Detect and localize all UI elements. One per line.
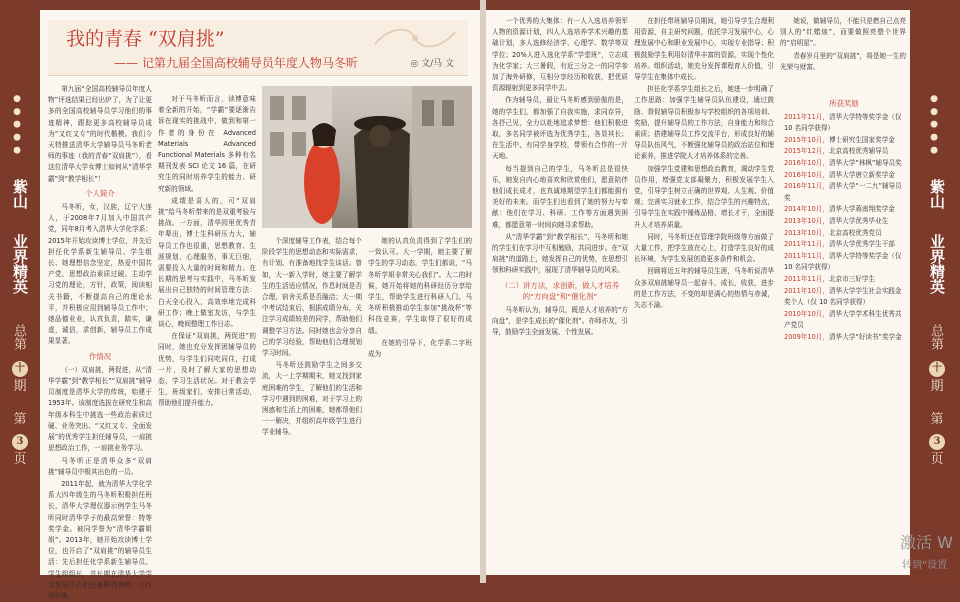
side-section-name: 业界精英 [928, 234, 946, 294]
side-column-name: 紫山 [11, 179, 29, 209]
body-paragraph: 一个优秀的大集体：有一人入选培养领军人物的资源计划，四人入选培养学术兴趣的基础计划，多人选修经济学、心理学、数学等双学位；20%人进入选化学系“学堂班”，立志成为化学家；大三暑假，有近三分之一的同学参加了海外研修，互相分享经历和收获，把优质资源辐射到更多同学中去。 [492, 17, 628, 93]
side-column-name: 紫山 [928, 179, 946, 209]
award-item [784, 146, 904, 158]
column-1 [48, 84, 152, 600]
side-page-number: 3 [12, 434, 28, 450]
side-page-prefix: 第 [930, 412, 944, 427]
award-text: 北京市三好学生 [828, 274, 876, 283]
award-text: 清华大学“好读书”奖学金 [828, 332, 902, 341]
award-year: 2014年10月， [784, 205, 829, 214]
section-heading-work: 作情况 [88, 351, 112, 361]
award-item [784, 135, 904, 147]
side-issue-prefix: 总第 [928, 324, 943, 350]
intro-paragraph: 第九届“全国高校辅导员年度人物”评选结果已经出炉了，为了让更多的全国高校辅导员学习他们的事迹精神，跟踪更多高校辅导员成为“又红又专”的时代楷模。我们今天特推送清华大学辅导员马冬昕老师的事迹（我的青春“双肩挑”），看这位清华大学女博士如何从“清华学霸”到“教学相长”！ [48, 85, 152, 183]
body-paragraph: 她的认真负责得到了学生们的一致认可。大一学期，她主要了解学生的学习动态，学生们都说，“马冬昕学姐非常关心我们”。大二的时候，她开始将她的科研经历分享给学生，帮助学生进行科研入门。马冬昕积极推动学生参加“挑战杯”等科技竞赛，学生取得了很好的成绩。 [368, 237, 472, 335]
award-year: 2009年10月， [784, 332, 829, 341]
os-activation-watermark: 激活 W [900, 533, 953, 552]
side-section-name: 业界精英 [11, 234, 29, 294]
body-paragraph: 马冬昕认为，辅导员，既是人才培养的“方向盘”，是学生成长的“催化剂”。亦师亦友，引导，鼓励学生全面发展、个性发展。 [492, 306, 628, 337]
left-side-label [9, 88, 31, 469]
award-text: 清华大学学生社会实践金奖个人（仅 10 名同学获得） [784, 286, 902, 307]
award-year: 2011年11月， [784, 240, 829, 249]
award-item [784, 274, 904, 286]
column-4 [492, 16, 628, 570]
side-issue-suffix: 期 [930, 379, 944, 394]
side-issue-number: 十 [12, 361, 28, 377]
award-year: 2013年10月， [784, 228, 829, 237]
award-item [784, 239, 904, 251]
body-paragraph: 在担任带班辅导员期间，她引导学生合理利用资源，自主研究问题，依托学习发展中心，心理发展中心和职业发展中心，实现专业指导；积极鼓励学生利用好清华丰富的资源，实现个性化培养。组织活动，她充分发挥课程育人价值，引导学生在集体中成长。 [634, 17, 774, 82]
award-year: 2016年10月， [784, 158, 829, 167]
award-item [784, 204, 904, 216]
side-dots: ● ● ● ● ● [929, 94, 939, 156]
body-paragraph: 每当提到自己的学生，马冬昕总是很快乐，她发自内心地喜欢和欣赏他们，愿意陪伴他们成长成才，也真诚地期望学生们都能拥有美好的未来。而学生们也看到了她的努力与奉献：他们在学习、科研、工作等方面遇到困难，都愿意第一时间向她寻求帮助。 [492, 164, 628, 229]
award-item [784, 170, 904, 182]
award-year: 2013年10月， [784, 216, 829, 225]
body-paragraph: 个深度辅导工作表，结合每个阶段学生的思想动态和实际需求，有计划、有准备地找学生谈话。曾如，大一新入学时，她主要了解学生的生活适应情况，作息时间是否合理，宿舍关系是否融洽；大一期中考试结束后，根据成绩分布，关注学习成绩较差的同学，帮助他们调整学习方法。同时她也会分享自己的学习经验，帮助他们合理规划学习时间。 [262, 237, 362, 358]
award-text: 清华大学优秀学生干部 [828, 240, 895, 249]
body-paragraph: 在保证“双肩挑，两促进”的同时，她也充分发挥团辅导员的优势，与学生们同吃同住，打成一片，及时了解大家的思想动态，学习生活状况。对于教会学生，班级家们，安排日常活动，帮助他们提升能力。 [158, 332, 256, 408]
decorative-swirl-icon [370, 24, 460, 52]
body-paragraph: 2011年起，就为清华大学化学系大四年级生的马冬昕积极担任班长，清华大学理仪器示例学生马冬昕同时清华学子的最高荣誉：特等奖学金。被同学誉为“清华学霸姐姐”。2013年，她开始攻读博士学位，也开启了“双肩挑”的辅导员生活：先后担任化学系新生辅导员、学生组组长，并长期在清华大学学习发展中心担任兼职咨询师，工作培训等。 [48, 479, 152, 600]
award-item [784, 228, 904, 240]
article-title: 我的青春 “双肩挑” [66, 28, 225, 50]
section-heading-method: （二）讲方法，求创新，做人才培养的“方向盘”和“催化剂” [500, 280, 620, 301]
award-item [784, 309, 904, 332]
award-item [784, 216, 904, 228]
award-year: 2011年11月， [784, 112, 829, 121]
award-text: 清华大学特等奖学金（仅 10 名同学获得） [784, 112, 902, 133]
award-item [784, 332, 904, 344]
body-paragraph: 从“清华学霸”到“教学相长”，马冬昕和她的学生们在学习中互相勉励，共同进步。在“双肩挑”的道路上，她发挥自己的优势，在思想引领和科研实践中，展现了清华辅导员的风采。 [492, 232, 628, 275]
section-heading-profile: 个人简介 [85, 188, 115, 198]
body-paragraph: 同时，马冬昕还在管理学院班级等方面做了大量工作，把学生放在心上，打造学生良好的成长环境，为学生发展创造更多条件和机会。 [634, 232, 774, 264]
article-photo [262, 86, 472, 228]
os-activation-watermark-sub: 转到“设置 [902, 560, 948, 571]
award-year: 2016年10月， [784, 170, 829, 179]
column-5 [634, 16, 774, 570]
body-paragraph: 回顾将近五年的辅导员生涯，马冬昕说清华众多双肩挑辅导员一起奋斗，成长，收获，进步的是工作方法，不变的却是满心的热情与赤诚，矢志不渝。 [634, 267, 774, 310]
article-subtitle: —— 记第九届全国高校辅导员年度人物马冬昕 [114, 56, 358, 70]
award-item [784, 286, 904, 309]
body-paragraph: 在她的引导下，化学系二字班成为 [368, 338, 472, 359]
body-paragraph: 作为辅导员，最让马冬昕感到骄傲的是，她的学生们，都加强了自我实施，求同存异，各抒己见，全力以赴地追求梦想：他们积极进取，多名同学被评选为优秀学生，各显其长；在生活中，有同学身学校，带领有合作的一片天地。 [492, 96, 628, 161]
right-side-label [926, 88, 948, 469]
award-text: 清华大学唐立新奖学金 [828, 170, 895, 179]
award-item [784, 112, 904, 135]
body-paragraph: 加强学生党建和思想政治教育，调动学生党员作用，增强党支部凝聚力，积极发展学生入党，引导学生树立正确的世界观、人生观、价值观；完善实习就业工作，结合学生的兴趣特点，引导学生在实践中锤炼品格、增长才干，全面提升人才培养质量。 [634, 164, 774, 229]
award-text: 清华大学优秀毕业生 [828, 216, 889, 225]
title-banner [48, 20, 468, 76]
award-year: 2015年10月， [784, 135, 829, 144]
award-year: 2016年11月， [784, 182, 829, 191]
body-paragraph: 她说，做辅导员，不能只是燃自己点亮别人的“红蜡烛”，而要做照亮整个世界的“启明星”。 [780, 17, 906, 48]
award-year: 2011年11月， [784, 274, 829, 283]
side-issue-number: 十 [929, 361, 945, 377]
closing-paragraph: 青春岁月里的“双肩挑”，将是她一生的光荣与财富。 [780, 51, 906, 71]
column-6-top [780, 16, 906, 92]
awards-list [784, 112, 904, 344]
award-year: 2015年12月， [784, 147, 829, 156]
side-page-prefix: 第 [13, 412, 27, 427]
award-text: 清华大学特等奖学金（仅 10 名同学获得） [784, 251, 902, 272]
right-page [486, 10, 910, 575]
award-item [784, 251, 904, 274]
body-paragraph: 马冬昕还鼓励学生之间多交流，大一上学期期末，她又找到家庭困难的学生，了解他们的生活和学习中遇到的困难，对于学习上的困惑和生活上的困难，她都帮他们一一解决，并组织高年级学生进行学业辅导。 [262, 361, 362, 437]
award-year: 2010年10月， [784, 309, 829, 318]
column-2 [158, 94, 256, 582]
award-year: 2011年10月， [784, 286, 829, 295]
award-text: 北京高校优秀辅导员 [828, 147, 889, 156]
column-3-lower-right [368, 236, 472, 572]
body-paragraph: （一）双肩挑，两促进，从“清华学霸”到“教学相长”“双肩挑”辅导员制度是清华大学的传统，始建于1953年。该制度选拔在研究生和高年级本科生中挑选一些政治素质过硬、业务突出、“又红又专、全面发展”的优秀学生担任辅导员，一肩挑思想政治工作，一肩挑业务学习。 [48, 365, 152, 453]
side-issue-suffix: 期 [13, 379, 27, 394]
body-paragraph: 对于马冬昕而言，读博意味着全新的开始，“学霸”要逐渐告诉在现实的挑战中，做到和第一作者的身份在 Advanced Materials Advanced Functional Materials 多种有名期刊发表 SCI 论文 16 篇，在研究生的同时培养学生的能力、研究新的领域。 [158, 95, 256, 193]
body-paragraph: 成绩是喜人的，可“双肩挑”给马冬昕带来的是双重考验与挑战。一方面，清华园里优秀青年辈出，博士生科研压力大，辅导员工作也很重，思想教育、生涯规划、心理服务，事无巨细，需要投入大量的时间和精力。在长期的思考与实践中，马冬昕发展出自己独特的时间管理方法：白天全心投入，高效率地完成科研工作；晚上做室友访，与学生谈心，晚间整理工作日志。 [158, 196, 256, 329]
column-3-lower-left [262, 236, 362, 572]
award-text: 清华大学学术科生优秀共产党员 [784, 309, 902, 330]
article-byline: ◎ 文/马 文 [410, 59, 454, 69]
award-text: 博士研究生国家奖学金 [828, 135, 895, 144]
award-item [784, 158, 904, 170]
awards-heading: 所获奖励 [829, 99, 859, 108]
body-paragraph: 担任化学系学生组长之后，她进一步明确了工作思路：加强学生辅导员队伍建设，通过鼓励、督促辅导员积极参与学校组织的各项培训、奖励，提升辅导员的工作方法，自身能力和综合素质；搭建辅导员工作交流平台，形成良好的辅导员队伍风气，不断强化辅导员的政治站位和理论素养，推进学院人才培养体系的完善。 [634, 85, 774, 161]
award-text: 清华大学蒋南翔奖学金 [828, 205, 895, 214]
photo-scene-icon [262, 86, 472, 228]
award-year: 2011年11月， [784, 251, 829, 260]
side-dots: ● ● ● ● ● [12, 94, 22, 156]
side-page-number: 3 [929, 434, 945, 450]
award-item [784, 181, 904, 204]
award-text: 清华大学“一二九”辅导员奖 [784, 182, 902, 202]
award-text: 清华大学“林枫”辅导员奖 [828, 158, 902, 167]
side-issue-prefix: 总第 [11, 324, 26, 350]
body-paragraph: 马冬昕正是清华众多“双肩挑”辅导员中极其出色的一员。 [48, 456, 152, 476]
profile-paragraph: 马冬昕，女，汉族，辽宁大连人，于2008年7月加入中国共产党，同年8月考入清华大学化学系；2015年开始攻读博士学位，并先后担任化学系新生辅导员、学生组长、她理想信念坚定，热爱中国共产党，思想政治素质过硬。主动学习党的理论，方针，政策，阅读相关书籍，不断提高自己的理论水平，并积极应用到辅导员工作中；她品德业业，认真负责，踏实，谦虚，诚信，求创新，辅导员工作成果显著。 [48, 203, 152, 346]
side-page-suffix: 页 [930, 452, 944, 467]
awards-sidebar [784, 98, 904, 343]
award-text: 北京高校优秀党员 [828, 228, 882, 237]
left-page [40, 10, 480, 600]
side-page-suffix: 页 [13, 452, 27, 467]
